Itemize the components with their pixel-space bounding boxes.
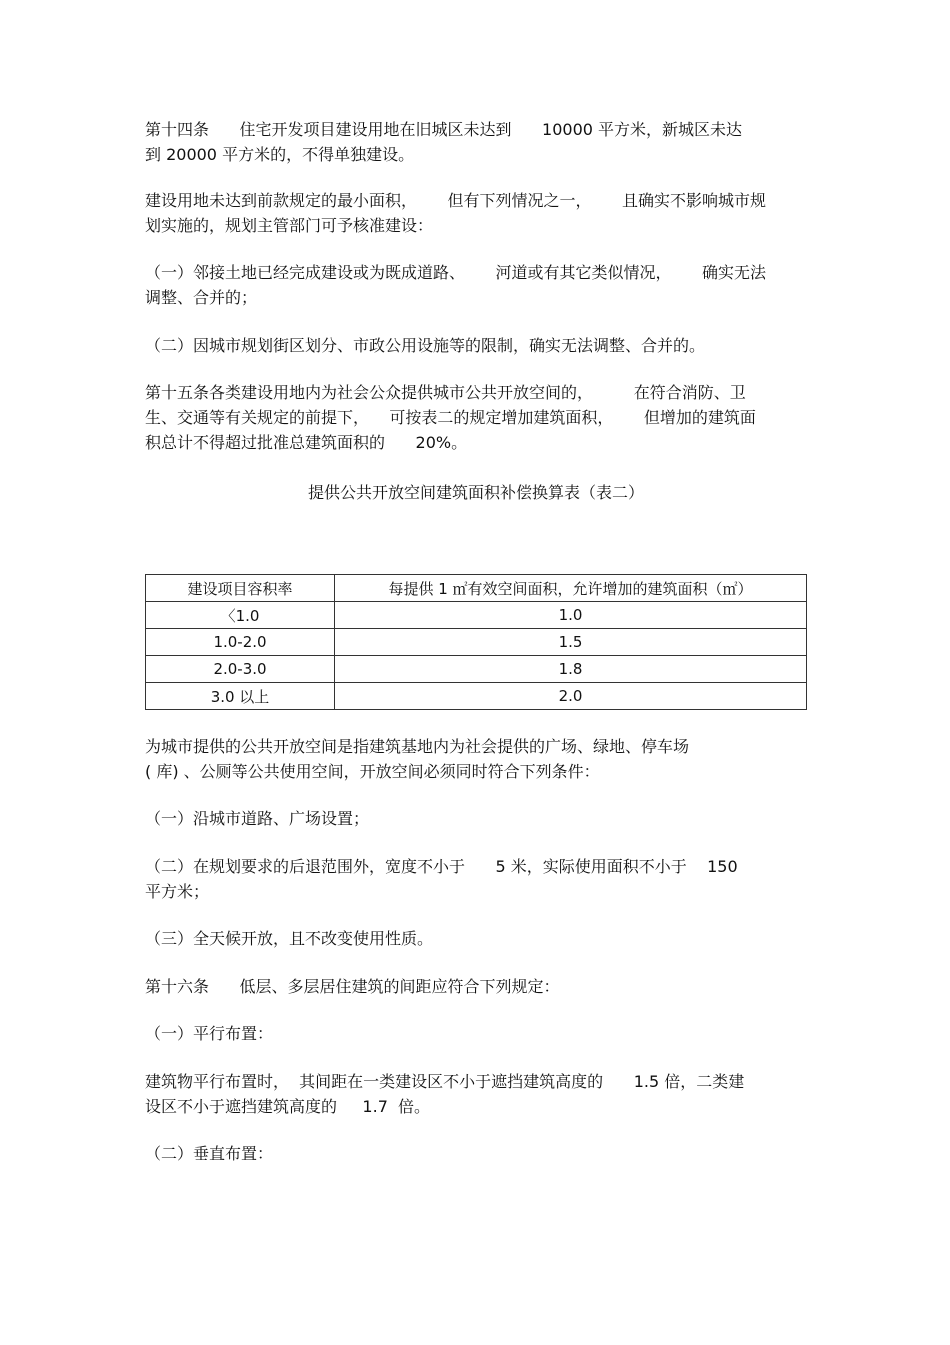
text-line: （一）沿城市道路、广场设置；: [145, 809, 370, 828]
table-header-row: [146, 575, 807, 602]
text-line: 到 20000 平方米的，不得单独建设。: [145, 145, 415, 164]
table-row: [146, 629, 807, 656]
text-line: （二）因城市规划街区划分、市政公用设施等的限制，确实无法调整、合并的。: [145, 336, 706, 355]
text-line: 为城市提供的公共开放空间是指建筑基地内为社会提供的广场、绿地、停车场: [145, 737, 690, 756]
min-area-exception-paragraph: [145, 188, 807, 238]
parallel-layout-paragraph: [145, 1069, 807, 1119]
article-16-paragraph: [145, 974, 807, 999]
text-line: 积总计不得超过批准总建筑面积的 20%。: [145, 433, 468, 452]
text-line: （二）在规划要求的后退范围外，宽度不小于 5 米，实际使用面积不小于 150: [145, 857, 738, 876]
text-line: 平方米；: [145, 882, 210, 901]
open-space-condition-3: [145, 926, 807, 951]
header-floor-area-ratio: 建设项目容积率: [146, 575, 335, 602]
condition-1-paragraph: [145, 260, 807, 310]
text-line: 划实施的，规划主管部门可予核准建设：: [145, 216, 434, 235]
area-cell: 2.0: [335, 683, 807, 710]
article-15-paragraph: [145, 380, 807, 455]
area-cell: 1.5: [335, 629, 807, 656]
table-row: [146, 602, 807, 629]
text-line: （三）全天候开放，且不改变使用性质。: [145, 929, 434, 948]
text-line: 建设用地未达到前款规定的最小面积， 但有下列情况之一， 且确实不影响城市规: [145, 191, 767, 210]
perpendicular-layout-heading: [145, 1141, 807, 1166]
open-space-condition-1: [145, 806, 807, 831]
text-line: 生、交通等有关规定的前提下， 可按表二的规定增加建筑面积， 但增加的建筑面: [145, 408, 756, 427]
text-line: 第十五条各类建设用地内为社会公众提供城市公共开放空间的， 在符合消防、卫: [145, 383, 746, 402]
table-row: [146, 683, 807, 710]
ratio-cell: 〈1.0: [146, 602, 335, 629]
text-line: （一）邻接土地已经完成建设或为既成道路、 河道或有其它类似情况， 确实无法: [145, 263, 767, 282]
text-line: 调整、合并的；: [145, 288, 258, 307]
text-line: 第十六条 低层、多层居住建筑的间距应符合下列规定：: [145, 977, 560, 996]
open-space-definition-paragraph: [145, 734, 807, 784]
table-caption: 提供公共开放空间建筑面积补偿换算表（表二）: [307, 483, 644, 502]
text-line: ( 库) 、公厕等公共使用空间，开放空间必须同时符合下列条件：: [145, 762, 600, 781]
text-line: 第十四条 住宅开发项目建设用地在旧城区未达到 10000 平方米，新城区未达: [145, 120, 743, 139]
text-line: 建筑物平行布置时， 其间距在一类建设区不小于遮挡建筑高度的 1.5 倍，二类建: [145, 1072, 745, 1091]
header-allowed-area: 每提供 1 ㎡有效空间面积，允许增加的建筑面积（㎡）: [335, 575, 807, 602]
ratio-cell: 1.0-2.0: [146, 629, 335, 656]
table-row: [146, 656, 807, 683]
condition-2-paragraph: [145, 333, 807, 358]
ratio-cell: 3.0 以上: [146, 683, 335, 710]
area-cell: 1.8: [335, 656, 807, 683]
parallel-layout-heading: [145, 1021, 807, 1046]
text-line: （二）垂直布置：: [145, 1144, 274, 1163]
compensation-table: [145, 574, 807, 710]
ratio-cell: 2.0-3.0: [146, 656, 335, 683]
open-space-condition-2: [145, 854, 807, 904]
text-line: 设区不小于遮挡建筑高度的 1.7 倍。: [145, 1097, 431, 1116]
area-cell: 1.0: [335, 602, 807, 629]
text-line: （一）平行布置：: [145, 1024, 274, 1043]
article-14-paragraph: [145, 117, 807, 167]
